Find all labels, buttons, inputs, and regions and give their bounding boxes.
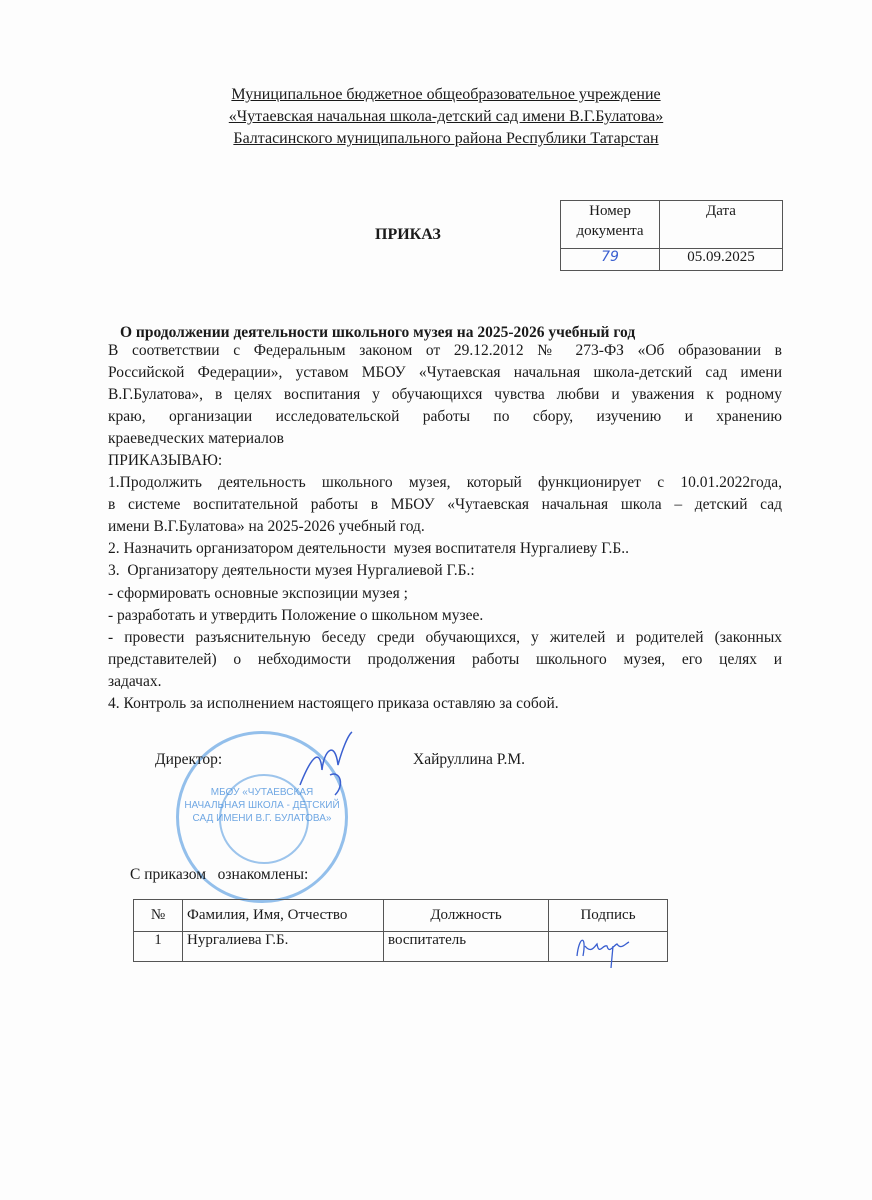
body-line: Российской Федерации», уставом МБОУ «Чутаевская начальная школа-детский сад имени (108, 364, 782, 381)
col-header-name: Фамилия, Имя, Отчество (183, 900, 384, 932)
row-signature (549, 932, 668, 962)
body-line: задачах. (108, 673, 162, 690)
director-signature (290, 730, 360, 800)
body-line: В соответствии с Федеральным законом от 29.12.2012 № 273-ФЗ «Об образовании в (108, 342, 782, 359)
org-line-2: «Чутаевская начальная школа-детский сад имени В.Г.Булатова» (228, 108, 664, 125)
doc-date: 05.09.2025 (660, 249, 783, 271)
body-line: в системе воспитательной работы в МБОУ «Чутаевская начальная школа – детский сад (108, 496, 782, 513)
director-label: Директор: (155, 751, 223, 768)
doc-number: 79 (561, 249, 660, 271)
order-title: О продолжении деятельности школьного музея на 2025-2026 учебный год (120, 324, 636, 341)
body-line: ПРИКАЗЫВАЮ: (108, 452, 223, 469)
official-stamp: МБОУ «ЧУТАЕВСКАЯ НАЧАЛЬНАЯ ШКОЛА - ДЕТСКИЙ САД ИМЕНИ В.Г. БУЛАТОВА» (176, 731, 348, 903)
number-header: Номер документа (561, 201, 660, 249)
body-line: краю, организации исследовательской работы по сбору, изучению и хранению (108, 408, 782, 425)
body-line: 2. Назначить организатором деятельности музея воспитателя Нургалиеву Г.Б.. (108, 540, 630, 557)
acknowledgement-table (133, 899, 668, 962)
body-line: имени В.Г.Булатова» на 2025-2026 учебный год. (108, 518, 425, 535)
table-row (134, 932, 668, 962)
body-line: 1.Продолжить деятельность школьного музея, который функционирует с 10.01.2022года, (108, 474, 782, 491)
org-line-3: Балтасинского муниципального района Республики Татарстан (233, 130, 659, 147)
body-line: 4. Контроль за исполнением настоящего приказа оставляю за собой. (108, 695, 559, 712)
body-line: - сформировать основные экспозиции музея ; (108, 585, 408, 602)
row-position: воспитатель (384, 932, 549, 962)
director-name: Хайруллина Р.М. (413, 751, 526, 768)
body-line: В.Г.Булатова», в целях воспитания у обучающихся чувства любви и уважения к родному (108, 386, 782, 403)
acquainted-label: С приказом ознакомлены: (130, 866, 309, 883)
body-line: - разработать и утвердить Положение о школьном музее. (108, 607, 484, 624)
body-line: - провести разъяснительную беседу среди обучающихся, у жителей и родителей (законных (108, 629, 782, 646)
col-header-number: № (134, 900, 183, 932)
row-number: 1 (134, 932, 183, 962)
employee-signature (569, 926, 639, 970)
doc-type: ПРИКАЗ (375, 226, 441, 243)
body-line: 3. Организатору деятельности музея Нургалиевой Г.Б.: (108, 562, 475, 579)
doc-number-table (560, 200, 783, 271)
col-header-signature: Подпись (549, 900, 668, 932)
body-line: краеведческих материалов (108, 430, 284, 447)
org-line-1: Муниципальное бюджетное общеобразовательное учреждение (231, 86, 661, 103)
body-line: представителей) о небходимости продолжения работы школьного музея, его целях и (108, 651, 782, 668)
col-header-position: Должность (384, 900, 549, 932)
row-name: Нургалиева Г.Б. (183, 932, 384, 962)
date-header: Дата (660, 201, 783, 249)
